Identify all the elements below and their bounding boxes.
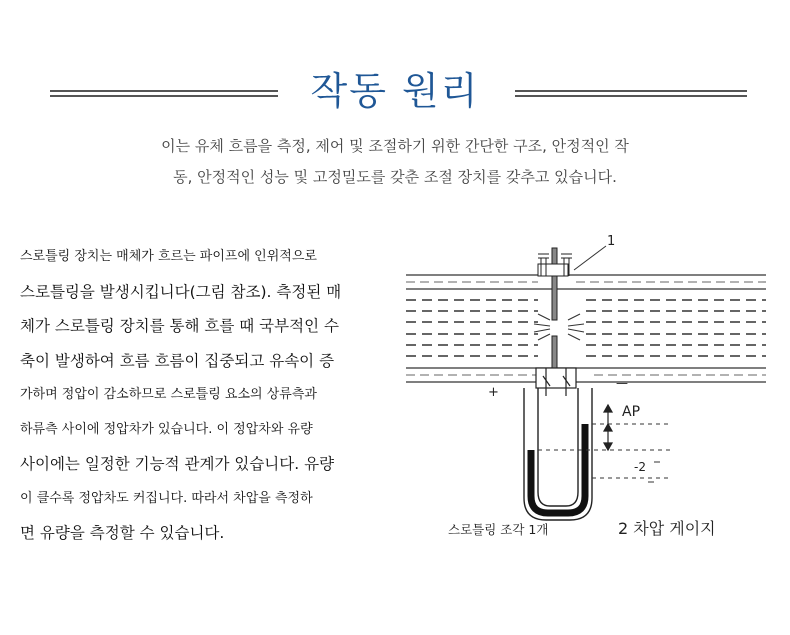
label-1: 1 (607, 234, 616, 249)
body-line: 축이 발생하여 흐름 흐름이 집중되고 유속이 증 (20, 351, 335, 370)
caption-orifice-plate: 스로틀링 조각 1개 (448, 522, 549, 537)
body-line: 사이에는 일정한 기능적 관계가 있습니다. 유량 (20, 455, 335, 473)
body-line: 면 유량을 측정할 수 있습니다. (20, 524, 225, 542)
intro-paragraph (80, 131, 710, 193)
pressure-taps (536, 368, 576, 396)
body-paragraph (20, 240, 390, 551)
caption-dp-gauge: 2 차압 게이지 (618, 519, 716, 538)
label-minus-2: -2 (634, 460, 646, 474)
label-ap: AP (622, 404, 641, 420)
intro-line: 동, 안정적인 성능 및 고정밀도를 갖춘 조절 장치를 갖추고 있습니다. (173, 168, 617, 186)
pipe-wall-top (406, 275, 766, 289)
page-title: 작동 원리 (310, 69, 480, 113)
orifice-plate (538, 248, 572, 381)
flow-lines (406, 300, 766, 356)
body-line: 체가 스로틀링 장치를 통해 흐를 때 국부적인 수 (20, 317, 339, 335)
label-minus: — (616, 376, 628, 390)
body-line: 스로틀링 장치는 매체가 흐르는 파이프에 인위적으로 (20, 249, 317, 264)
body-line: 스로틀링을 발생시킵니다(그림 참조). 측정된 매 (20, 282, 342, 301)
body-line: 하류측 사이에 정압차가 있습니다. 이 정압차와 유량 (20, 421, 313, 437)
body-line: 이 클수록 정압차도 커집니다. 따라서 차압을 측정하 (20, 490, 313, 506)
intro-line: 이는 유체 흐름을 측정, 제어 및 조절하기 위한 간단한 구조, 안정적인 작 (161, 137, 629, 155)
u-tube-manometer (524, 388, 592, 520)
label-plus: + (488, 385, 499, 400)
body-line: 가하며 정압이 감소하므로 스로틀링 요소의 상류측과 (20, 387, 317, 402)
title-divider-left (50, 90, 278, 96)
orifice-flow-diagram (398, 228, 780, 558)
title-divider-right (515, 90, 747, 96)
